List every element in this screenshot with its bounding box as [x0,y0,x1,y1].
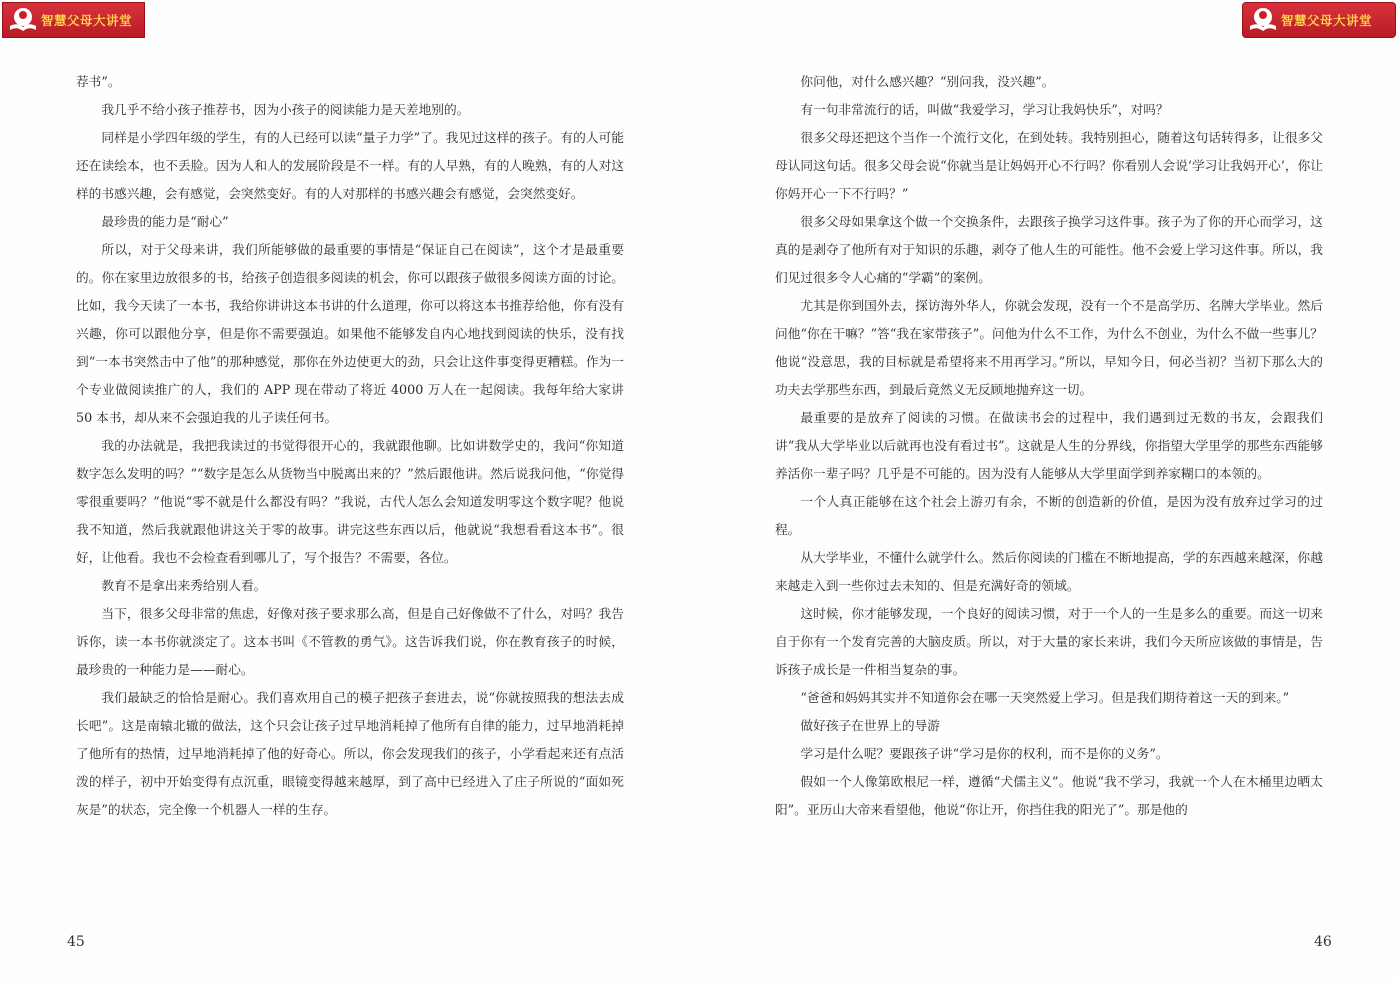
brand-logo-left [2,2,145,38]
paragraph: 假如一个人像第欧根尼一样，遵循“犬儒主义”。他说“我不学习，我就一个人在木桶里边晒太阳”。亚历山大帝来看望他，他说“你让开，你挡住我的阳光了”。那是他的 [775,774,1323,817]
logo-text: 智慧父母大讲堂 [41,13,133,28]
page-number: 46 [1314,934,1332,950]
paragraph: 荐书”。 [76,74,121,89]
paragraph: 尤其是你到国外去，探访海外华人，你就会发现，没有一个不是高学历、名牌大学毕业。然后问他“你在干嘛？”答“我在家带孩子”。问他为什么不工作，为什么不创业，为什么不做一些事儿？他说“没意思，我的目标就是希望将来不用再学习。”所以，早知今日，何必当初？当初下那么大的功夫去学那些东西，到最后竟然义无反顾地抛弃这一切。 [775,298,1323,397]
brand-logo-right [1242,2,1396,38]
left-page-body [76,68,624,824]
right-page-body [775,68,1323,824]
paragraph: 教育不是拿出来秀给别人看。 [101,578,267,593]
section-heading: 做好孩子在世界上的导游 [800,718,940,733]
paragraph: “爸爸和妈妈其实并不知道你会在哪一天突然爱上学习。但是我们期待着这一天的到来。” [800,690,1290,705]
paragraph: 一个人真正能够在这个社会上游刃有余，不断的创造新的价值，是因为没有放弃过学习的过程。 [775,494,1323,537]
book-figure-icon [7,6,39,34]
page-number: 45 [67,934,85,950]
paragraph: 很多父母如果拿这个做一个交换条件，去跟孩子换学习这件事。孩子为了你的开心而学习，这真的是剥夺了他所有对于知识的乐趣，剥夺了他人生的可能性。他不会爱上学习这件事。所以，我们见过很多令人心痛的“学霸”的案例。 [775,214,1323,285]
paragraph: 最重要的是放弃了阅读的习惯。在做读书会的过程中，我们遇到过无数的书友，会跟我们讲“我从大学毕业以后就再也没有看过书”。这就是人生的分界线，你指望大学里学的那些东西能够养活你一辈子吗？几乎是不可能的。因为没有人能够从大学里面学到养家糊口的本领的。 [775,410,1323,481]
paragraph: 同样是小学四年级的学生，有的人已经可以读“量子力学”了。我见过这样的孩子。有的人可能还在读绘本，也不丢脸。因为人和人的发展阶段是不一样。有的人早熟，有的人晚熟，有的人对这样的书感兴趣，会有感觉，会突然变好。有的人对那样的书感兴趣会有感觉，会突然变好。 [76,130,624,201]
paragraph: 有一句非常流行的话，叫做“我爱学习，学习让我妈快乐”，对吗？ [800,102,1169,117]
paragraph: 很多父母还把这个当作一个流行文化，在到处转。我特别担心，随着这句话转得多，让很多父母认同这句话。很多父母会说“你就当是让妈妈开心不行吗？你看别人会说‘学习让我妈开心’，你让你妈开心一下不行吗？” [775,130,1323,201]
paragraph: 当下，很多父母非常的焦虑，好像对孩子要求那么高，但是自己好像做不了什么，对吗？我告诉你，读一本书你就淡定了。这本书叫《不管教的勇气》。这告诉我们说，你在教育孩子的时候，最珍贵的一种能力是——耐心。 [76,606,624,677]
paragraph: 我的办法就是，我把我读过的书觉得很开心的，我就跟他聊。比如讲数学史的，我问“你知道数字怎么发明的吗？”“数字是怎么从货物当中脱离出来的？”然后跟他讲。然后说我问他，“你觉得零很重要吗？”他说“零不就是什么都没有吗？”我说，古代人怎么会知道发明零这个数字呢？他说我不知道，然后我就跟他讲这关于零的故事。讲完这些东西以后，他就说“我想看看这本书”。很好，让他看。我也不会检查看到哪儿了，写个报告？不需要，各位。 [76,438,624,565]
logo-text: 智慧父母大讲堂 [1281,13,1373,28]
paragraph: 从大学毕业，不懂什么就学什么。然后你阅读的门槛在不断地提高，学的东西越来越深，你越来越走入到一些你过去未知的、但是充满好奇的领域。 [775,550,1323,593]
book-figure-icon [1247,6,1279,34]
paragraph: 所以，对于父母来讲，我们所能够做的最重要的事情是“保证自己在阅读”，这个才是最重要的。你在家里边放很多的书，给孩子创造很多阅读的机会，你可以跟孩子做很多阅读方面的讨论。比如，我今天读了一本书，我给你讲讲这本书讲的什么道理，你可以将这本书推荐给他，你有没有兴趣，你可以跟他分享，但是你不需要强迫。如果他不能够发自内心地找到阅读的快乐，没有找到“一本书突然击中了他”的那种感觉，那你在外边使更大的劲，只会让这件事变得更糟糕。作为一个专业做阅读推广的人，我们的 APP 现在带动了将近 4000 万人在一起阅读。我每年给大家讲 50 本书，却从来不会强迫我的儿子读任何书。 [76,242,624,425]
paragraph: 我几乎不给小孩子推荐书，因为小孩子的阅读能力是天差地别的。 [101,102,470,117]
paragraph: 这时候，你才能够发现，一个良好的阅读习惯，对于一个人的一生是多么的重要。而这一切来自于你有一个发育完善的大脑皮质。所以，对于大量的家长来讲，我们今天所应该做的事情是，告诉孩子成长是一件相当复杂的事。 [775,606,1323,677]
paragraph: 你问他，对什么感兴趣？“别问我，没兴趣”。 [800,74,1055,89]
paragraph: 我们最缺乏的恰恰是耐心。我们喜欢用自己的模子把孩子套进去，说“你就按照我的想法去成长吧”。这是南辕北辙的做法，这个只会让孩子过早地消耗掉了他所有自律的能力，过早地消耗掉了他所有的热情，过早地消耗掉了他的好奇心。所以，你会发现我们的孩子，小学看起来还有点活泼的样子，初中开始变得有点沉重，眼镜变得越来越厚，到了高中已经进入了庄子所说的“面如死灰是”的状态，完全像一个机器人一样的生存。 [76,690,624,817]
section-heading: 最珍贵的能力是“耐心” [101,214,229,229]
paragraph: 学习是什么呢？要跟孩子讲“学习是你的权利，而不是你的义务”。 [800,746,1169,761]
